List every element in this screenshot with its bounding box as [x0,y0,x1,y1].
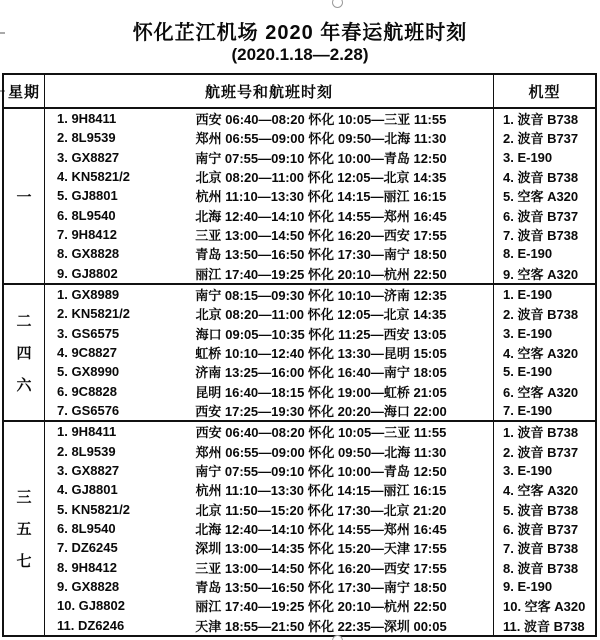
day-char: 三 [16,489,32,507]
table-body [4,109,595,635]
flight-number: 2. 8L9539 [57,443,116,459]
table-row [45,343,493,362]
table-row [45,500,493,519]
flight-number: 11. DZ6246 [57,617,125,633]
flights-column [45,109,494,283]
flight-route-times: 郑州 06:55—09:00 怀化 09:50—北海 11:30 [195,131,447,147]
aircraft-type: 6. 波音 B737 [503,522,579,538]
table-row [45,461,493,480]
flight-route-times: 青岛 13:50—16:50 怀化 17:30—南宁 18:50 [195,247,447,263]
flight-route-times: 济南 13:25—16:00 怀化 16:40—南宁 18:05 [195,365,447,381]
day-group [4,420,595,635]
day-char: 六 [16,377,32,395]
flight-route-times: 深圳 13:00—14:35 怀化 15:20—天津 17:55 [195,541,447,557]
flight-number: 2. KN5821/2 [57,306,130,322]
table-row [45,577,493,596]
flight-route-times: 杭州 11:10—13:30 怀化 14:15—丽江 16:15 [195,189,447,205]
aircraft-type: 1. E-190 [503,287,553,303]
table-row [45,206,493,225]
table-row [45,148,493,167]
flight-route-times: 北海 12:40—14:10 怀化 14:55—郑州 16:45 [195,208,447,224]
table-row [45,244,493,263]
aircraft-column [494,285,595,420]
flight-number: 1. 9H8411 [57,111,117,127]
day-char: 五 [16,521,32,539]
aircraft-type: 8. 波音 B738 [503,560,579,576]
table-row [45,128,493,147]
flight-number: 5. KN5821/2 [57,501,130,517]
flight-number: 6. 8L9540 [57,521,116,537]
flight-route-times: 虹桥 10:10—12:40 怀化 13:30—昆明 15:05 [195,346,447,362]
aircraft-type: 6. 空客 A320 [503,384,579,400]
table-row [45,519,493,538]
page-subtitle: (2020.1.18—2.28) [231,45,369,64]
aircraft-type: 5. 空客 A320 [503,189,579,205]
table-row [45,109,493,128]
flight-number: 3. GS6575 [57,325,120,341]
flight-route-times: 昆明 16:40—18:15 怀化 19:00—虹桥 21:05 [195,384,447,400]
table-row [45,285,493,304]
aircraft-type: 3. E-190 [503,149,553,165]
table-row [45,324,493,343]
flight-number: 9. GX8828 [57,579,120,595]
table-row [45,167,493,186]
aircraft-column [494,109,595,283]
aircraft-type: 7. 波音 B738 [503,228,579,244]
flight-route-times: 南宁 07:55—09:10 怀化 10:00—青岛 12:50 [195,150,447,166]
aircraft-type: 5. 波音 B738 [503,502,579,518]
table-row [45,480,493,499]
day-char: 七 [16,553,32,571]
table-row [45,186,493,205]
flight-route-times: 杭州 11:10—13:30 怀化 14:15—丽江 16:15 [195,483,447,499]
flight-number: 2. 8L9539 [57,130,116,146]
aircraft-type: 2. 波音 B737 [503,444,579,460]
flight-route-times: 郑州 06:55—09:00 怀化 09:50—北海 11:30 [195,444,447,460]
header-flight-number-and-times: 航班号和航班时刻 [45,75,494,107]
table-row [45,304,493,323]
selection-handle-bottom-icon[interactable] [332,635,343,640]
day-group [4,109,595,283]
flight-route-times: 海口 09:05—10:35 怀化 11:25—西安 13:05 [195,326,447,342]
flights-column [45,285,494,420]
page-title: 怀化芷江机场 2020 年春运航班时刻 [132,22,468,44]
flight-route-times: 南宁 08:15—09:30 怀化 10:10—济南 12:35 [195,288,447,304]
aircraft-type: 11. 波音 B738 [503,618,585,634]
flight-number: 8. 9H8412 [57,559,117,575]
flight-number: 10. GJ8802 [57,598,125,614]
header-aircraft-type: 机型 [528,83,561,101]
aircraft-type: 1. 波音 B738 [503,425,579,441]
flight-route-times: 西安 06:40—08:20 怀化 10:05—三亚 11:55 [195,425,447,441]
flight-number: 6. 8L9540 [57,207,116,223]
aircraft-type: 10. 空客 A320 [503,599,586,615]
flight-route-times: 三亚 13:00—14:50 怀化 16:20—西安 17:55 [195,228,447,244]
aircraft-type: 1. 波音 B738 [503,112,579,128]
flight-number: 6. 9C8828 [57,383,117,399]
aircraft-type: 8. E-190 [503,246,553,262]
table-row [45,616,493,635]
flight-number: 8. GX8828 [57,246,120,262]
flight-number: 1. 9H8411 [57,424,117,440]
aircraft-type: 3. E-190 [503,463,553,479]
flight-route-times: 北京 11:50—15:20 怀化 17:30—北京 21:20 [195,502,447,518]
flight-number: 4. 9C8827 [57,345,117,361]
flight-number: 7. 9H8412 [57,227,117,243]
table-row [45,264,493,283]
aircraft-type: 7. 波音 B738 [503,541,579,557]
flight-number: 3. GX8827 [57,149,120,165]
flight-route-times: 北京 08:20—11:00 怀化 12:05—北京 14:35 [195,170,447,186]
table-row [45,596,493,615]
aircraft-type: 9. E-190 [503,579,553,595]
table-row [45,225,493,244]
flight-number: 5. GJ8801 [57,188,118,204]
aircraft-type: 2. 波音 B737 [503,131,579,147]
aircraft-type: 6. 波音 B737 [503,208,579,224]
flight-route-times: 西安 17:25—19:30 怀化 20:20—海口 22:00 [195,404,447,420]
flight-route-times: 南宁 07:55—09:10 怀化 10:00—青岛 12:50 [195,464,447,480]
flight-route-times: 丽江 17:40—19:25 怀化 20:10—杭州 22:50 [195,266,447,282]
flight-route-times: 北京 08:20—11:00 怀化 12:05—北京 14:35 [195,307,447,323]
flight-route-times: 北海 12:40—14:10 怀化 14:55—郑州 16:45 [195,522,447,538]
flight-number: 3. GX8827 [57,463,120,479]
day-group-label [4,285,45,420]
flight-route-times: 天津 18:55—21:50 怀化 22:35—深圳 00:05 [195,618,447,634]
flight-number: 7. GS6576 [57,403,120,419]
table-row [45,558,493,577]
aircraft-type: 2. 波音 B738 [503,307,579,323]
flight-route-times: 丽江 17:40—19:25 怀化 20:10—杭州 22:50 [195,599,447,615]
flight-route-times: 西安 06:40—08:20 怀化 10:05—三亚 11:55 [195,112,447,128]
flight-number: 9. GJ8802 [57,265,118,281]
day-group-label [4,109,45,283]
table-row [45,422,493,441]
day-group-label [4,422,45,635]
flights-column [45,422,494,635]
table-row [45,382,493,401]
flight-number: 4. GJ8801 [57,482,118,498]
table-row [45,538,493,557]
day-char: 四 [16,345,32,363]
table-header-row [4,75,595,109]
table-row [45,362,493,381]
aircraft-type: 4. 波音 B738 [503,170,579,186]
flight-number: 4. KN5821/2 [57,169,130,185]
aircraft-type: 4. 空客 A320 [503,346,579,362]
flight-schedule-table [2,73,597,637]
flight-number: 1. GX8989 [57,287,120,303]
flight-number: 5. GX8990 [57,364,120,380]
header-week: 星期 [4,75,45,107]
aircraft-type: 7. E-190 [503,403,553,419]
aircraft-type: 5. E-190 [503,364,553,380]
flight-number: 7. DZ6245 [57,540,118,556]
aircraft-column [494,422,595,635]
day-char: 二 [16,313,32,331]
table-row [45,442,493,461]
day-group [4,283,595,420]
table-row [45,401,493,420]
flight-route-times: 三亚 13:00—14:50 怀化 16:20—西安 17:55 [195,560,447,576]
flight-route-times: 青岛 13:50—16:50 怀化 17:30—南宁 18:50 [195,580,447,596]
aircraft-type: 3. E-190 [503,325,553,341]
selection-handle-top-icon[interactable] [332,0,343,8]
aircraft-type: 9. 空客 A320 [503,266,579,282]
aircraft-type: 4. 空客 A320 [503,483,579,499]
day-char: 一 [16,188,32,206]
